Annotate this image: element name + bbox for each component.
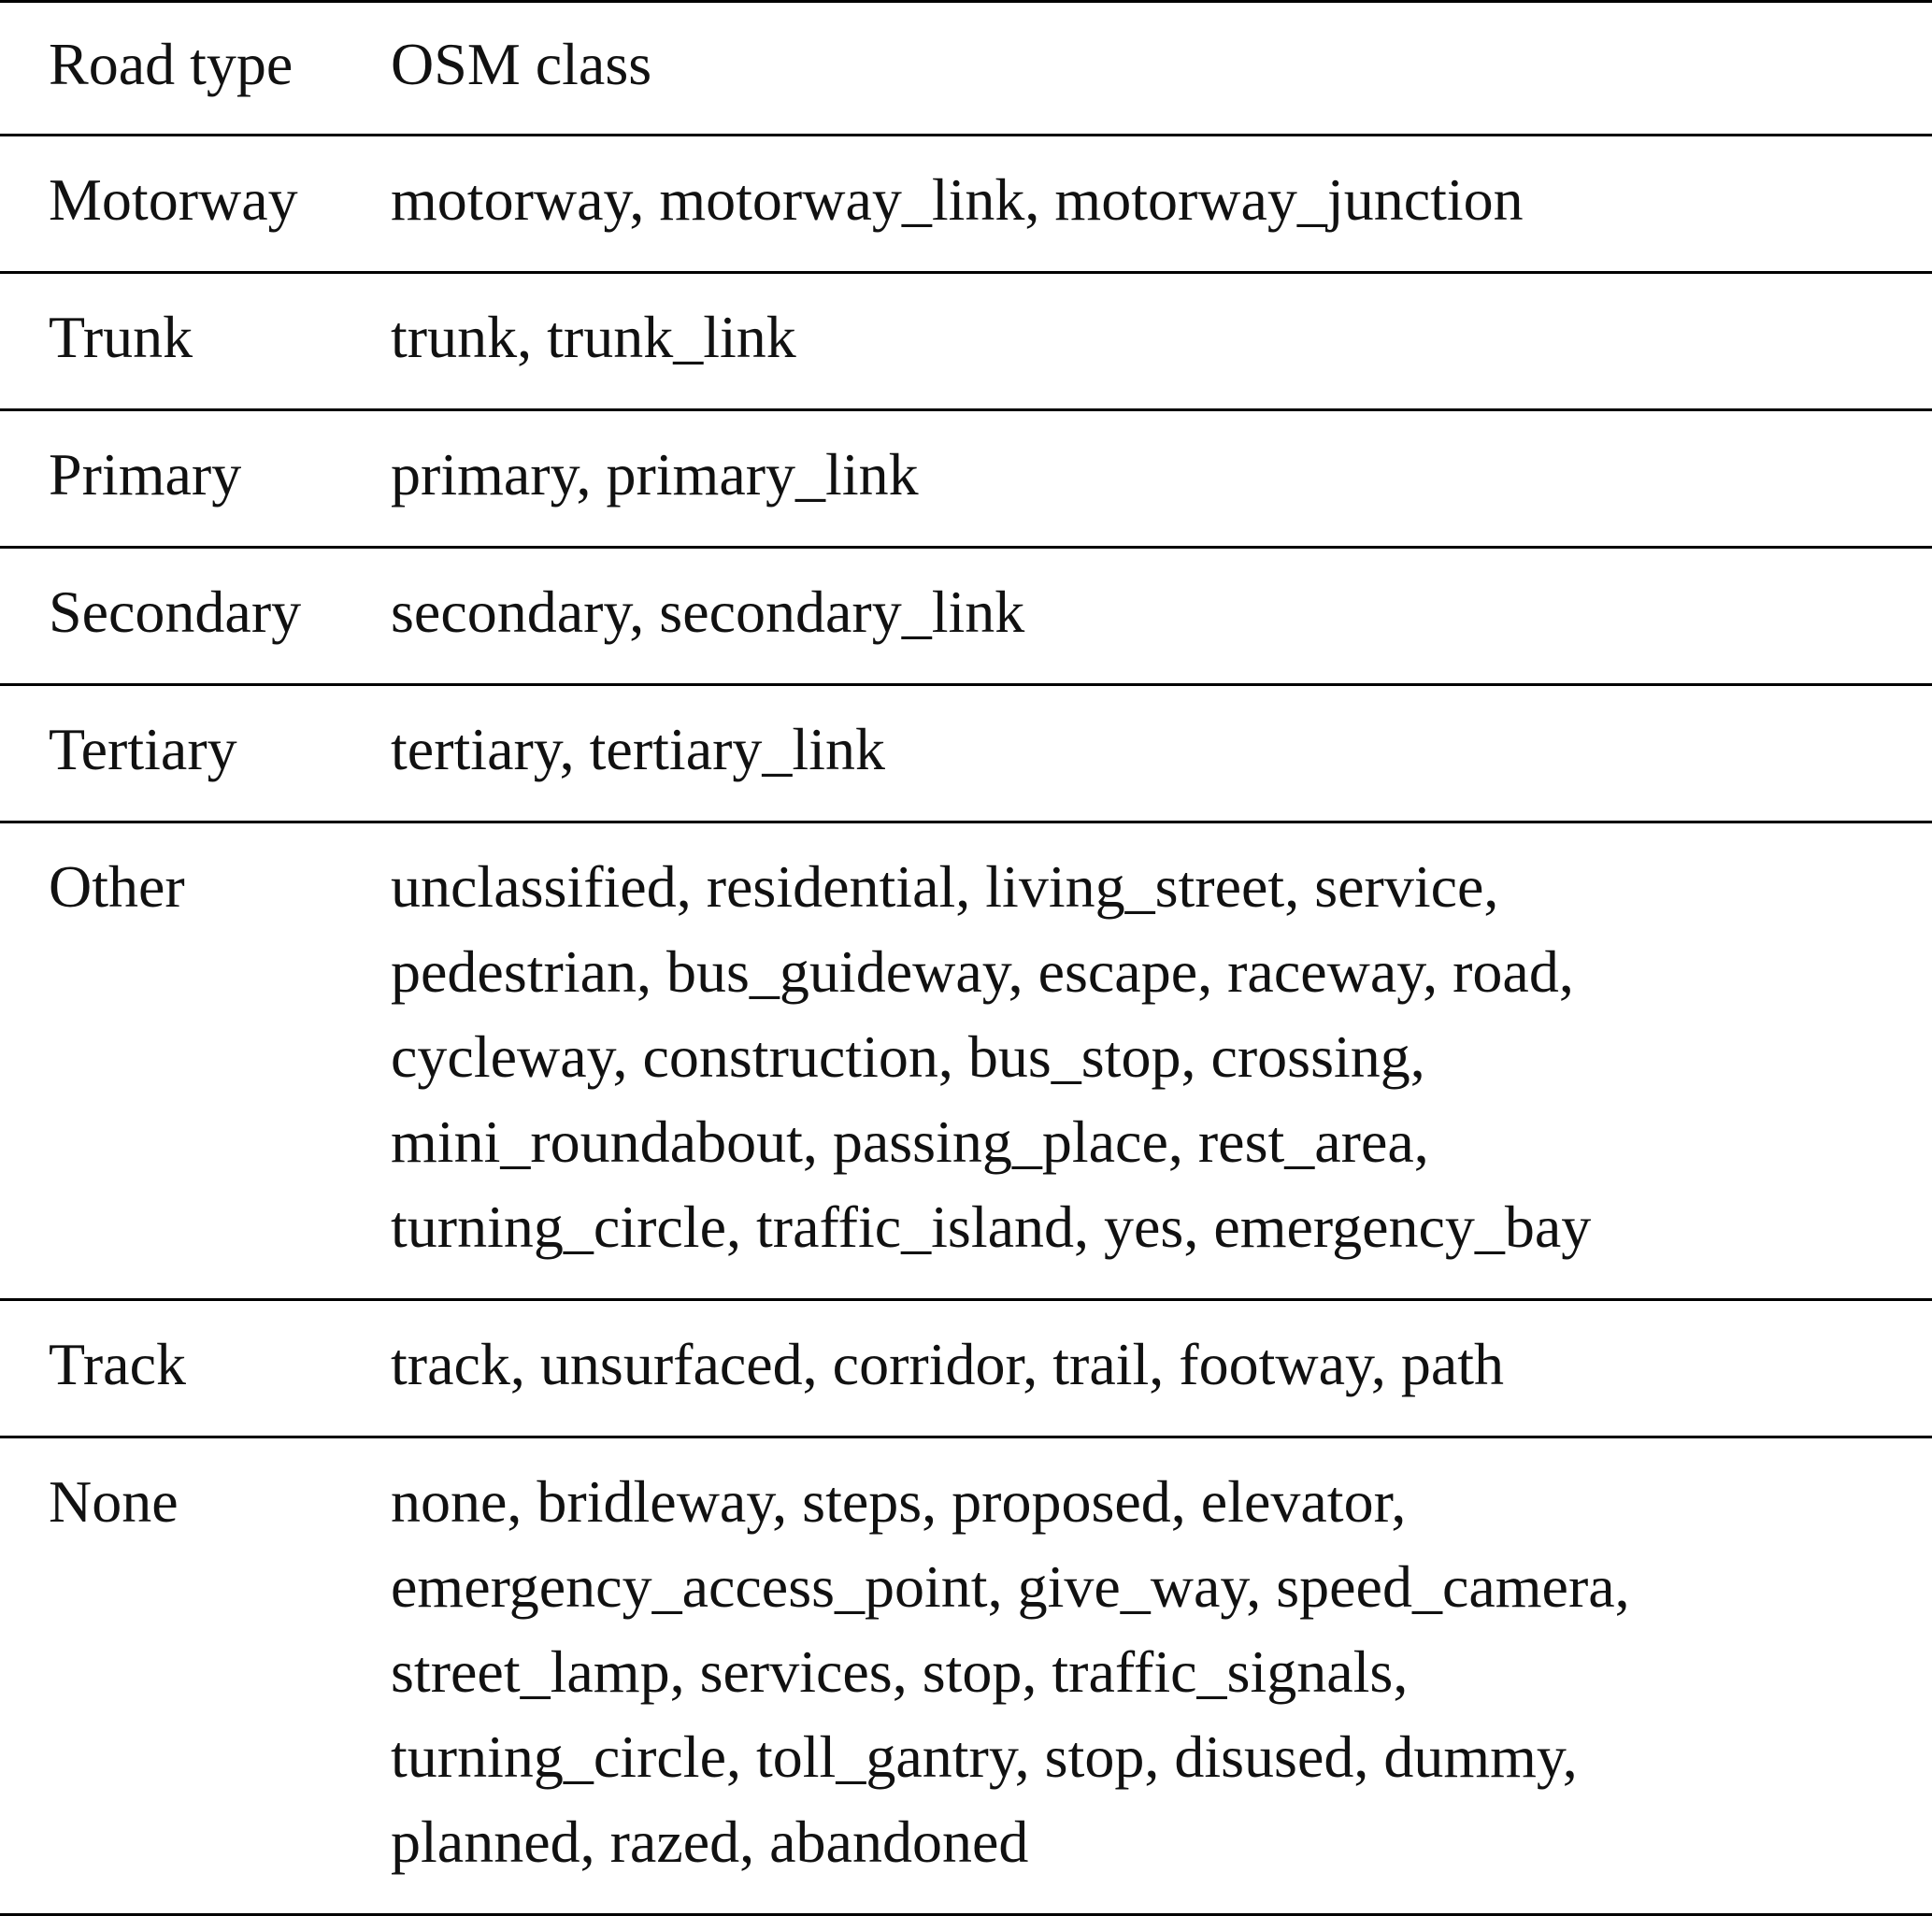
table-row — [0, 1301, 1932, 1438]
road-type-cell: Secondary — [49, 579, 302, 645]
table-row — [0, 411, 1932, 549]
table-row — [0, 1438, 1932, 1916]
road-type-cell: Motorway — [49, 166, 298, 233]
table-row — [0, 274, 1932, 411]
table-row — [0, 823, 1932, 1301]
road-type-cell: Track — [49, 1331, 186, 1397]
osm-class-cell: motorway, motorway_link, motorway_junction — [391, 166, 1524, 233]
road-type-cell: Primary — [49, 441, 242, 508]
osm-class-cell: primary, primary_link — [391, 441, 919, 508]
road-type-cell: Trunk — [49, 304, 193, 370]
table-row — [0, 549, 1932, 686]
osm-class-cell: none, bridleway, steps, proposed, elevator, emergency_access_point, give_way, speed_camera, street_lamp, services, stop, traffic_signals, turning_circle, toll_gantry, stop, disused, dummy, planned, razed, abandoned — [391, 1468, 1630, 1875]
road-type-cell: Other — [49, 853, 185, 920]
table-row — [0, 686, 1932, 823]
table-row — [0, 136, 1932, 274]
header-road-type: Road type — [49, 31, 293, 97]
osm-class-cell: track, unsurfaced, corridor, trail, footway, path — [391, 1331, 1505, 1397]
osm-class-cell: unclassified, residential, living_street, service, pedestrian, bus_guideway, escape, raceway, road, cycleway, construction, bus_stop, crossing, mini_roundabout, passing_place, rest_area, turning_circle, traffic_island, yes, emergency_bay — [391, 853, 1592, 1260]
road-type-cell: None — [49, 1468, 179, 1535]
road-type-cell: Tertiary — [49, 716, 237, 782]
header-osm-class: OSM class — [391, 31, 652, 97]
osm-class-cell: secondary, secondary_link — [391, 579, 1025, 645]
table-header-row — [0, 0, 1932, 136]
osm-class-cell: trunk, trunk_link — [391, 304, 796, 370]
osm-class-cell: tertiary, tertiary_link — [391, 716, 885, 782]
